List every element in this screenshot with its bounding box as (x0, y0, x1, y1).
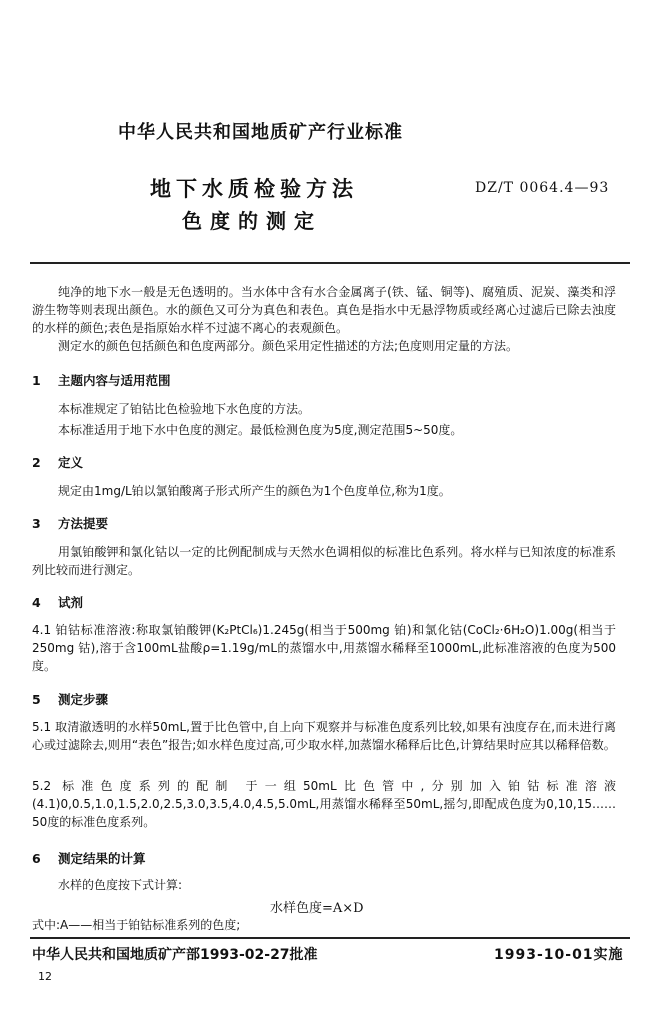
section-6-paragraph-1: 水样的色度按下式计算: (58, 878, 183, 892)
section-number: 4 (32, 595, 41, 610)
section-1-paragraph-1: 本标准规定了铂钴比色检验地下水色度的方法。 (58, 402, 311, 416)
section-title: 试剂 (58, 595, 84, 610)
section-6-heading (32, 849, 146, 867)
section-5-paragraph-2: 5.2 标准色度系列的配制 于一组50mL比色管中,分别加入铂钴标准溶液(4.1)0,0.5,1.0,1.5,2.0,2.5,3.0,3.5,4.0,4.5,5.0mL,用蒸馏水稀释至50mL,摇匀,即配成色度为0,10,15……50度的标准色度系列。 (32, 779, 616, 829)
section-number: 2 (32, 455, 41, 470)
section-1-heading (32, 371, 171, 389)
standard-code: DZ/T 0064.4—93 (475, 180, 610, 196)
section-number: 5 (32, 692, 41, 707)
section-number: 3 (32, 516, 41, 531)
footer-divider (30, 937, 630, 939)
section-5-heading (32, 690, 108, 708)
intro-paragraph-1: 纯净的地下水一般是无色透明的。当水体中含有水合金属离子(铁、锰、铜等)、腐殖质、泥炭、藻类和浮游生物等则表现出颜色。水的颜色又可分为真色和表色。真色是指水中无悬浮物质或经离心过滤后已除去浊度的水样的颜色;表色是指原始水样不过滤不离心的表观颜色。 (32, 285, 616, 335)
section-5-paragraph-1: 5.1 取清澈透明的水样50mL,置于比色管中,自上向下观察并与标准色度系列比较,如果有浊度存在,而未进行离心或过滤除去,则用“表色”报告;如水样色度过高,可少取水样,加蒸馏水稀释后比色,计算结果时应其以稀释倍数。 (32, 720, 616, 752)
approval-statement: 中华人民共和国地质矿产部1993-02-27批准 (32, 947, 318, 963)
section-number: 1 (32, 373, 41, 388)
section-number: 6 (32, 851, 41, 866)
section-2-paragraph-1: 规定由1mg/L铂以氯铂酸离子形式所产生的颜色为1个色度单位,称为1度。 (58, 484, 451, 498)
intro-paragraph-2: 测定水的颜色包括颜色和色度两部分。颜色采用定性描述的方法;色度则用定量的方法。 (58, 339, 519, 353)
page-number: 12 (38, 970, 52, 983)
section-3-paragraph-1: 用氯铂酸钾和氯化钴以一定的比例配制成与天然水色调相似的标准比色系列。将水样与已知浓度的标准系列比较而进行测定。 (32, 545, 616, 577)
section-title: 定义 (58, 455, 84, 470)
section-title: 方法提要 (58, 516, 109, 531)
section-3-heading (32, 514, 108, 532)
section-title: 测定结果的计算 (58, 851, 146, 866)
document-subtitle: 色度的测定 (182, 209, 322, 233)
section-1-paragraph-2: 本标准适用于地下水中色度的测定。最低检测色度为5度,测定范围5~50度。 (58, 423, 463, 437)
section-4-heading (32, 593, 83, 611)
color-formula: 水样色度=A×D (270, 901, 364, 916)
section-2-heading (32, 453, 83, 471)
section-6-paragraph-2: 式中:A——相当于铂钴标准系列的色度; (32, 918, 241, 932)
document-title: 地下水质检验方法 (150, 177, 358, 201)
section-title: 主题内容与适用范围 (58, 373, 171, 388)
implementation-date: 1993-10-01实施 (494, 947, 624, 963)
header-divider (30, 262, 630, 264)
standard-title: 中华人民共和国地质矿产行业标准 (118, 122, 403, 143)
section-4-paragraph-1: 4.1 铂钴标准溶液:称取氯铂酸钾(K₂PtCl₆)1.245g(相当于500mg 铂)和氯化钴(CoCl₂·6H₂O)1.00g(相当于250mg 钴),溶于含100mL盐酸ρ=1.19g/mL的蒸馏水中,用蒸馏水稀释至1000mL,此标准溶液的色度为500度。 (32, 623, 616, 673)
section-title: 测定步骤 (58, 692, 109, 707)
